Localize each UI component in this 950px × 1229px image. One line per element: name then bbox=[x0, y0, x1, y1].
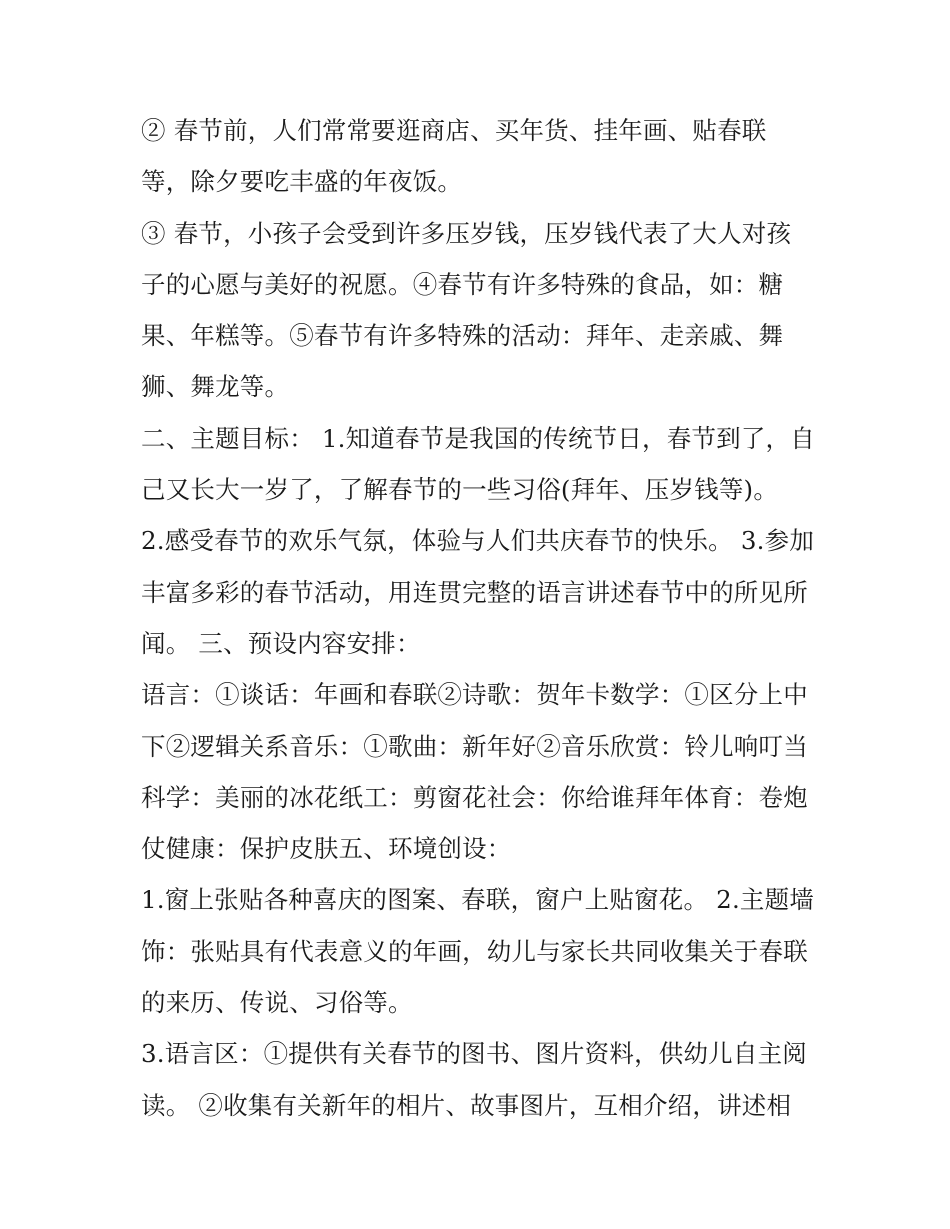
text-line: ② 春节前，人们常常要逛商店、买年货、挂年画、贴春联 bbox=[141, 116, 767, 145]
text-line: 1.窗上张贴各种喜庆的图案、春联，窗户上贴窗花。 2.主题墙 bbox=[141, 885, 815, 915]
text-line: 3.语言区：①提供有关春节的图书、图片资料，供幼儿自主阅 bbox=[141, 1039, 807, 1069]
text-line: 的来历、传说、习俗等。 bbox=[141, 988, 413, 1018]
text-line: 丰富多彩的春节活动，用连贯完整的语言讲述春节中的所见所 bbox=[141, 577, 808, 607]
section-heading-line: 二、主题目标： 1.知道春节是我国的传统节日，春节到了，自 bbox=[141, 423, 815, 453]
text-line: ③ 春节，小孩子会受到许多压岁钱，压岁钱代表了大人对孩 bbox=[141, 218, 792, 248]
section-heading-line: 闻。 三、预设内容安排： bbox=[141, 628, 421, 658]
text-line: 科学：美丽的冰花纸工：剪窗花社会：你给谁拜年体育：卷炮 bbox=[141, 782, 808, 812]
text-line: 2.感受春节的欢乐气氛，体验与人们共庆春节的快乐。 3.参加 bbox=[141, 526, 815, 556]
text-line: 果、年糕等。⑤春节有许多特殊的活动：拜年、走亲戚、舞 bbox=[141, 321, 784, 351]
text-line: 读。 ②收集有关新年的相片、故事图片，互相介绍，讲述相 bbox=[141, 1090, 792, 1120]
text-line: 等，除夕要吃丰盛的年夜饭。 bbox=[141, 167, 463, 197]
text-line: 语言：①谈话：年画和春联②诗歌：贺年卡数学：①区分上中 bbox=[141, 680, 808, 710]
text-line: 下②逻辑关系音乐：①歌曲：新年好②音乐欣赏：铃儿响叮当 bbox=[141, 731, 808, 761]
body-text bbox=[141, 105, 821, 1131]
section-heading-line: 仗健康：保护皮肤五、环境创设： bbox=[141, 834, 512, 864]
text-line: 狮、舞龙等。 bbox=[141, 372, 290, 402]
text-line: 饰：张贴具有代表意义的年画，幼儿与家长共同收集关于春联 bbox=[141, 936, 808, 966]
text-line: 己又长大一岁了，了解春节的一些习俗(拜年、压岁钱等)。 bbox=[141, 475, 779, 505]
text-line: 子的心愿与美好的祝愿。④春节有许多特殊的食品，如：糖 bbox=[141, 269, 784, 299]
